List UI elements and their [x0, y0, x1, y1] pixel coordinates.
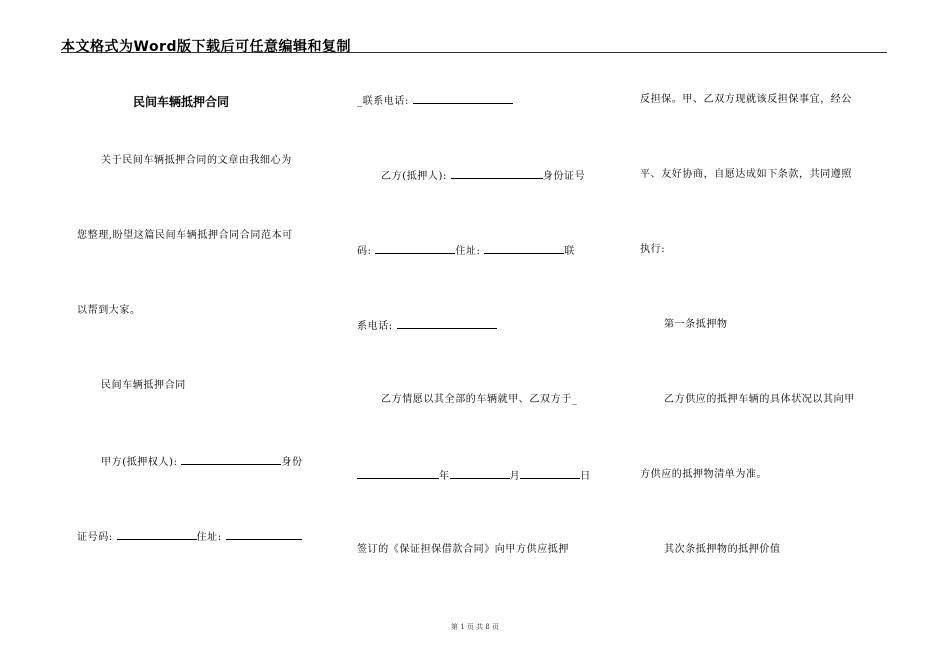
party-b-phone-label: 系电话: [357, 321, 393, 332]
article-1-heading: 第一条抵押物 [664, 319, 728, 330]
party-a-address-blank [226, 529, 302, 540]
party-a-label: 甲方(抵押权人): [101, 457, 178, 468]
party-a-id-label: 身份 [281, 457, 303, 468]
month-label: 月 [509, 471, 521, 482]
party-a-phone-line [357, 93, 513, 109]
party-a-id-cont-label: 证号码: [77, 532, 113, 543]
party-a-id-blank [117, 529, 197, 540]
party-b-id-line [357, 243, 575, 259]
year-blank [357, 468, 439, 479]
party-b-name-blank [451, 168, 543, 179]
party-b-id-cont-label: 码: [357, 246, 372, 257]
document-header-title: 本文格式为Word版下载后可任意编辑和复制 [61, 39, 351, 55]
party-b-phone-prefix: 联 [564, 246, 575, 257]
party-a-line [101, 454, 303, 470]
date-line [357, 468, 591, 484]
party-a-name-blank [181, 454, 281, 465]
document-title: 民间车辆抵押合同 [133, 95, 230, 109]
party-b-line [381, 168, 585, 184]
year-label: 年 [439, 471, 450, 482]
header-divider [61, 52, 887, 53]
contract-heading: 民间车辆抵押合同 [101, 380, 186, 391]
party-b-label: 乙方(抵押人): [381, 171, 447, 182]
col3-line-4: 乙方供应的抵押车辆的具体状况以其向甲 [664, 394, 855, 405]
clause-contract-line: 签订的《保证担保借款合同》向甲方供应抵押 [357, 544, 569, 555]
party-a-address-label: 住址: [196, 532, 222, 543]
page-footer: 第 1 页 共 8 页 [450, 623, 500, 631]
intro-line-3: 以帮到大家。 [77, 305, 141, 316]
col3-line-2: 平、友好协商，自愿达成如下条款，共同遵照 [640, 169, 852, 180]
party-a-id-line [77, 529, 302, 545]
col3-line-3: 执行: [640, 244, 666, 255]
party-b-id-label: 身份证号 [542, 171, 586, 182]
clause-intro-line: 乙方情愿以其全部的车辆就甲、乙双方于_ [381, 394, 578, 405]
intro-line-2: 您整理,盼望这篇民间车辆抵押合同合同范本可 [77, 230, 293, 241]
day-label: 日 [580, 471, 591, 482]
col3-line-5: 方供应的抵押物清单为准。 [640, 469, 768, 480]
article-2-heading: 其次条抵押物的抵押价值 [664, 544, 781, 555]
intro-line-1: 关于民间车辆抵押合同的文章由我细心为 [101, 155, 292, 166]
party-b-id-blank [375, 243, 455, 254]
month-blank [450, 468, 510, 479]
party-b-phone-blank [397, 318, 497, 329]
party-b-address-label: 住址: [455, 246, 481, 257]
party-a-phone-blank [413, 93, 513, 104]
col3-line-1: 反担保。甲、乙双方现就该反担保事宜，经公 [640, 94, 852, 105]
day-blank [520, 468, 580, 479]
party-b-phone-line [357, 318, 497, 334]
party-a-phone-label: _联系电话: [357, 96, 409, 107]
party-b-address-blank [484, 243, 564, 254]
